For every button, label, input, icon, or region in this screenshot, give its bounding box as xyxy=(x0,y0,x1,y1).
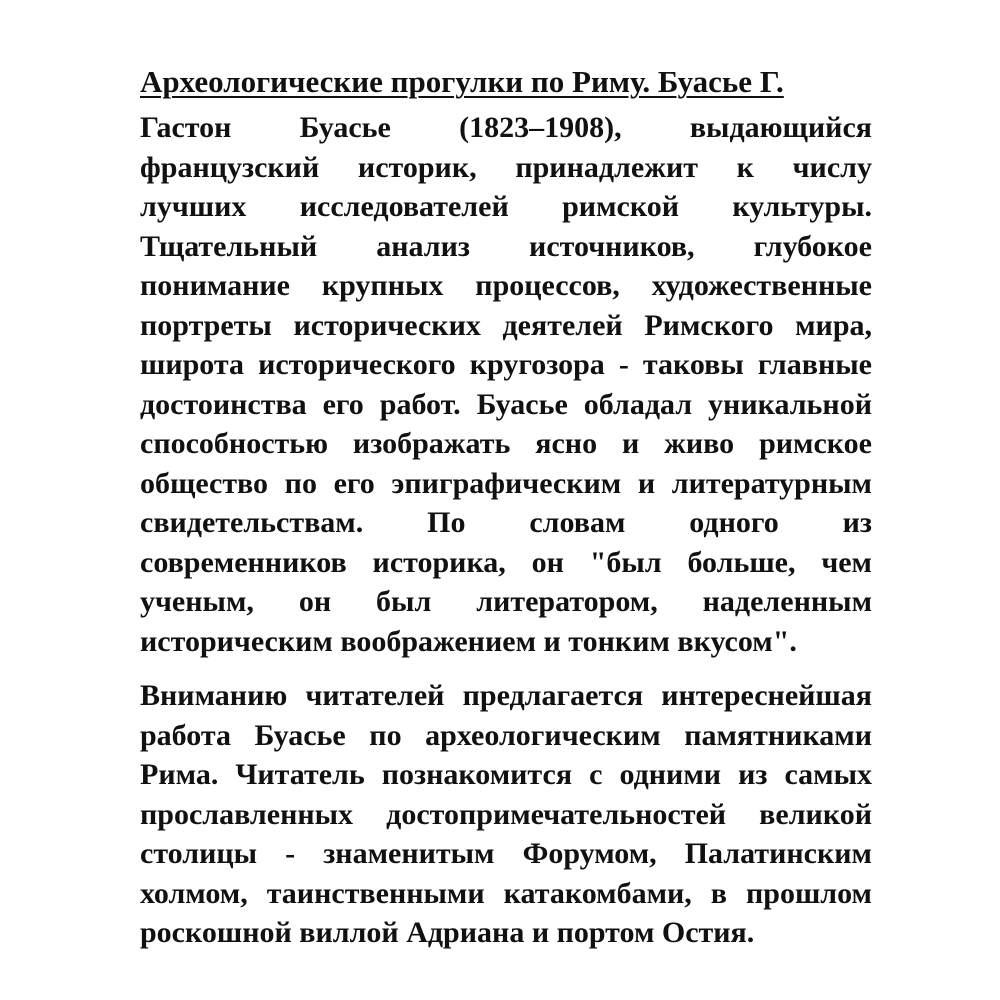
paragraph-description xyxy=(140,676,872,953)
document-title: Археологические прогулки по Риму. Буасье Г. xyxy=(140,64,784,99)
paragraph-line: понимание крупных процессов, художественные xyxy=(140,269,872,302)
paragraph-line: столицы - знаменитым Форумом, Палатинским xyxy=(140,837,872,870)
paragraph-line: способностью изображать ясно и живо римское xyxy=(140,427,872,460)
paragraph-biography xyxy=(140,108,872,661)
paragraph-line: Гастон Буасье (1823–1908), выдающийся xyxy=(140,111,872,144)
paragraph-line: Тщательный анализ источников, глубокое xyxy=(140,229,872,263)
paragraph-line: работа Буасье по археологическим памятниками xyxy=(140,718,872,752)
paragraph-line: Вниманию читателей предлагается интереснейшая xyxy=(140,679,872,712)
paragraph-line: общество по его эпиграфическим и литературным xyxy=(140,466,872,500)
paragraph-line: прославленных достопримечательностей великой xyxy=(140,797,872,831)
paragraph-line: Рима. Читатель познакомится с одними из самых xyxy=(140,758,872,791)
paragraph-line: историческим воображением и тонким вкусом". xyxy=(140,624,797,658)
document-page xyxy=(140,62,872,953)
paragraph-line: французский историк, принадлежит к числу xyxy=(140,150,872,184)
paragraph-line: свидетельствам. По словам одного из xyxy=(140,506,872,539)
paragraph-line: достоинства его работ. Буасье обладал уникальной xyxy=(140,387,872,421)
paragraph-line: роскошной виллой Адриана и портом Остия. xyxy=(140,916,755,949)
paragraph-line: лучших исследователей римской культуры. xyxy=(140,190,872,223)
paragraph-line: холмом, таинственными катакомбами, в прошлом xyxy=(140,876,872,910)
paragraph-line: современников историка, он "был больше, чем xyxy=(140,545,872,579)
paragraph-line: ученым, он был литератором, наделенным xyxy=(140,585,872,618)
paragraph-spacer xyxy=(140,661,872,676)
paragraph-line: широта исторического кругозора - таковы главные xyxy=(140,348,872,381)
paragraph-line: портреты исторических деятелей Римского мира, xyxy=(140,308,872,342)
